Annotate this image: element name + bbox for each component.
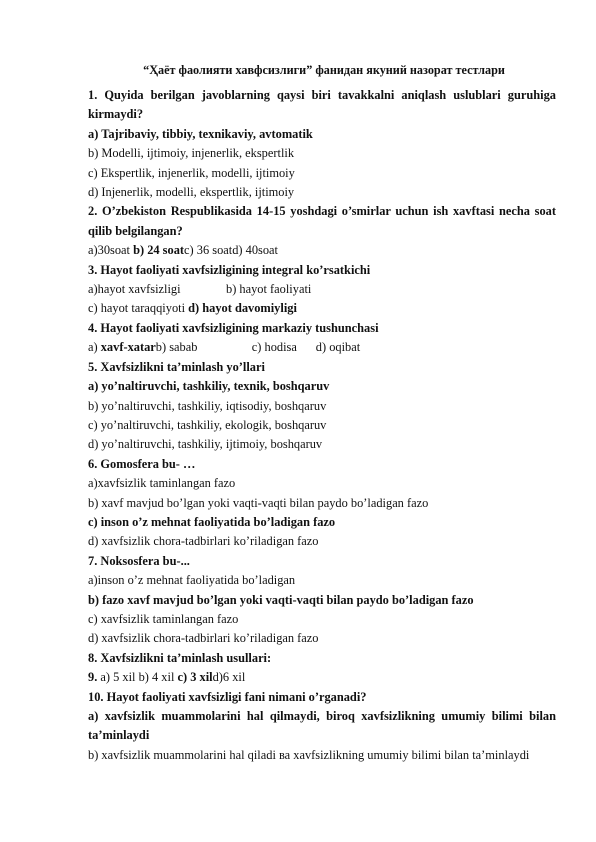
question-2: 2. O’zbekiston Respublikasida 14-15 yoshdagi o’smirlar uchun ish xavftasi necha soat qilib belgilangan? <box>88 204 556 238</box>
q7-option-a: a)inson o’z mehnat faoliyatida bo’ladigan <box>88 573 296 588</box>
q3-option-a: a)hayot xavfsizligi <box>88 282 181 297</box>
q3-option-d: d) hayot davomiyligi <box>188 301 297 316</box>
question-8: 8. Xavfsizlikni ta’minlash usullari: <box>88 650 272 665</box>
q10-option-b: b) xavfsizlik muammolarini hal qiladi ва xavfsizlikning umumiy bilimi bilan ta’minlaydi <box>88 747 530 762</box>
q5-option-b: b) yo’naltiruvchi, tashkiliy, iqtisodiy, boshqaruv <box>88 398 327 413</box>
q9-options <box>88 668 556 687</box>
q1-option-b: b) Modelli, ijtimoiy, injenerlik, ekspertlik <box>88 146 295 161</box>
q1-option-c: c) Ekspertlik, injenerlik, modelli, ijtimoiy <box>88 165 295 180</box>
q7-option-c: c) xavfsizlik taminlangan fazo <box>88 611 239 626</box>
q4-option-d: d) oqibat <box>315 340 361 355</box>
question-1: 1. Quyida berilgan javoblarning qaysi biri tavakkalni aniqlash uslublari guruhiga kirmaydi? <box>88 88 556 122</box>
q6-option-b: b) xavf mavjud bo’lgan yoki vaqti-vaqti bilan paydo bo’ladigan fazo <box>88 495 429 510</box>
question-7: 7. Noksosfera bu-... <box>88 553 190 568</box>
q9-option-d: d)6 xil <box>212 670 246 685</box>
question-5: 5. Xavfsizlikni ta’minlash yo’llari <box>88 359 265 374</box>
q6-option-d: d) xavfsizlik chora-tadbirlari ko’riladigan fazo <box>88 534 319 549</box>
q2-option-d: d) 40soat <box>232 243 278 258</box>
q4-option-a-prefix: a) <box>88 340 101 355</box>
q9-option-a: a) 5 xil <box>97 670 139 685</box>
q3-option-b: b) hayot faoliyati <box>226 282 312 297</box>
q3-options-cd <box>88 299 556 318</box>
q7-option-d: d) xavfsizlik chora-tadbirlari ko’riladigan fazo <box>88 631 319 646</box>
question-6: 6. Gomosfera bu- … <box>88 456 196 471</box>
q2-option-c: c) 36 soat <box>184 243 233 258</box>
q7-option-b: b) fazo xavf mavjud bo’lgan yoki vaqti-vaqti bilan paydo bo’ladigan fazo <box>88 592 474 607</box>
q9-number: 9. <box>88 670 98 685</box>
q1-option-a: a) Tajribaviy, tibbiy, texnikaviy, avtomatik <box>88 126 313 141</box>
q2-option-b: b) 24 soat <box>133 243 185 258</box>
q2-options <box>88 241 556 260</box>
q3-option-c: c) hayot taraqqiyoti <box>88 301 189 316</box>
q10-option-a: a) xavfsizlik muammolarini hal qilmaydi, biroq xavfsizlikning umumiy bilimi bilan ta’minlaydi <box>88 709 556 743</box>
q4-option-b: b) sabab <box>155 340 198 355</box>
q6-option-c: c) inson o’z mehnat faoliyatida bo’ladigan fazo <box>88 514 336 529</box>
q3-options-ab <box>88 280 556 299</box>
q6-option-a: a)xavfsizlik taminlangan fazo <box>88 476 236 491</box>
q4-option-a: xavf-xatar <box>100 340 156 355</box>
document-title: “Ҳаёт фаолияти хавфсизлиги” фанидан якуний назорат тестлари <box>143 63 505 77</box>
q5-option-d: d) yo’naltiruvchi, tashkiliy, ijtimoiy, boshqaruv <box>88 437 323 452</box>
q5-option-a: a) yo’naltiruvchi, tashkiliy, texnik, boshqaruv <box>88 379 330 394</box>
test-document <box>88 60 556 765</box>
q1-option-d: d) Injenerlik, modelli, ekspertlik, ijtimoiy <box>88 185 295 200</box>
q2-option-a: a)30soat <box>88 243 134 258</box>
q9-option-c: c) 3 xil <box>177 670 213 685</box>
question-4: 4. Hayot faoliyati xavfsizligining markaziy tushunchasi <box>88 320 379 335</box>
q4-options <box>88 338 556 357</box>
q4-option-c: c) hodisa <box>251 340 297 355</box>
q9-option-b: b) 4 xil <box>138 670 178 685</box>
question-3: 3. Hayot faoliyati xavfsizligining integral ko’rsatkichi <box>88 262 371 277</box>
q5-option-c: c) yo’naltiruvchi, tashkiliy, ekologik, boshqaruv <box>88 417 327 432</box>
question-10: 10. Hayot faoliyati xavfsizligi fani nimani o’rganadi? <box>88 689 367 704</box>
